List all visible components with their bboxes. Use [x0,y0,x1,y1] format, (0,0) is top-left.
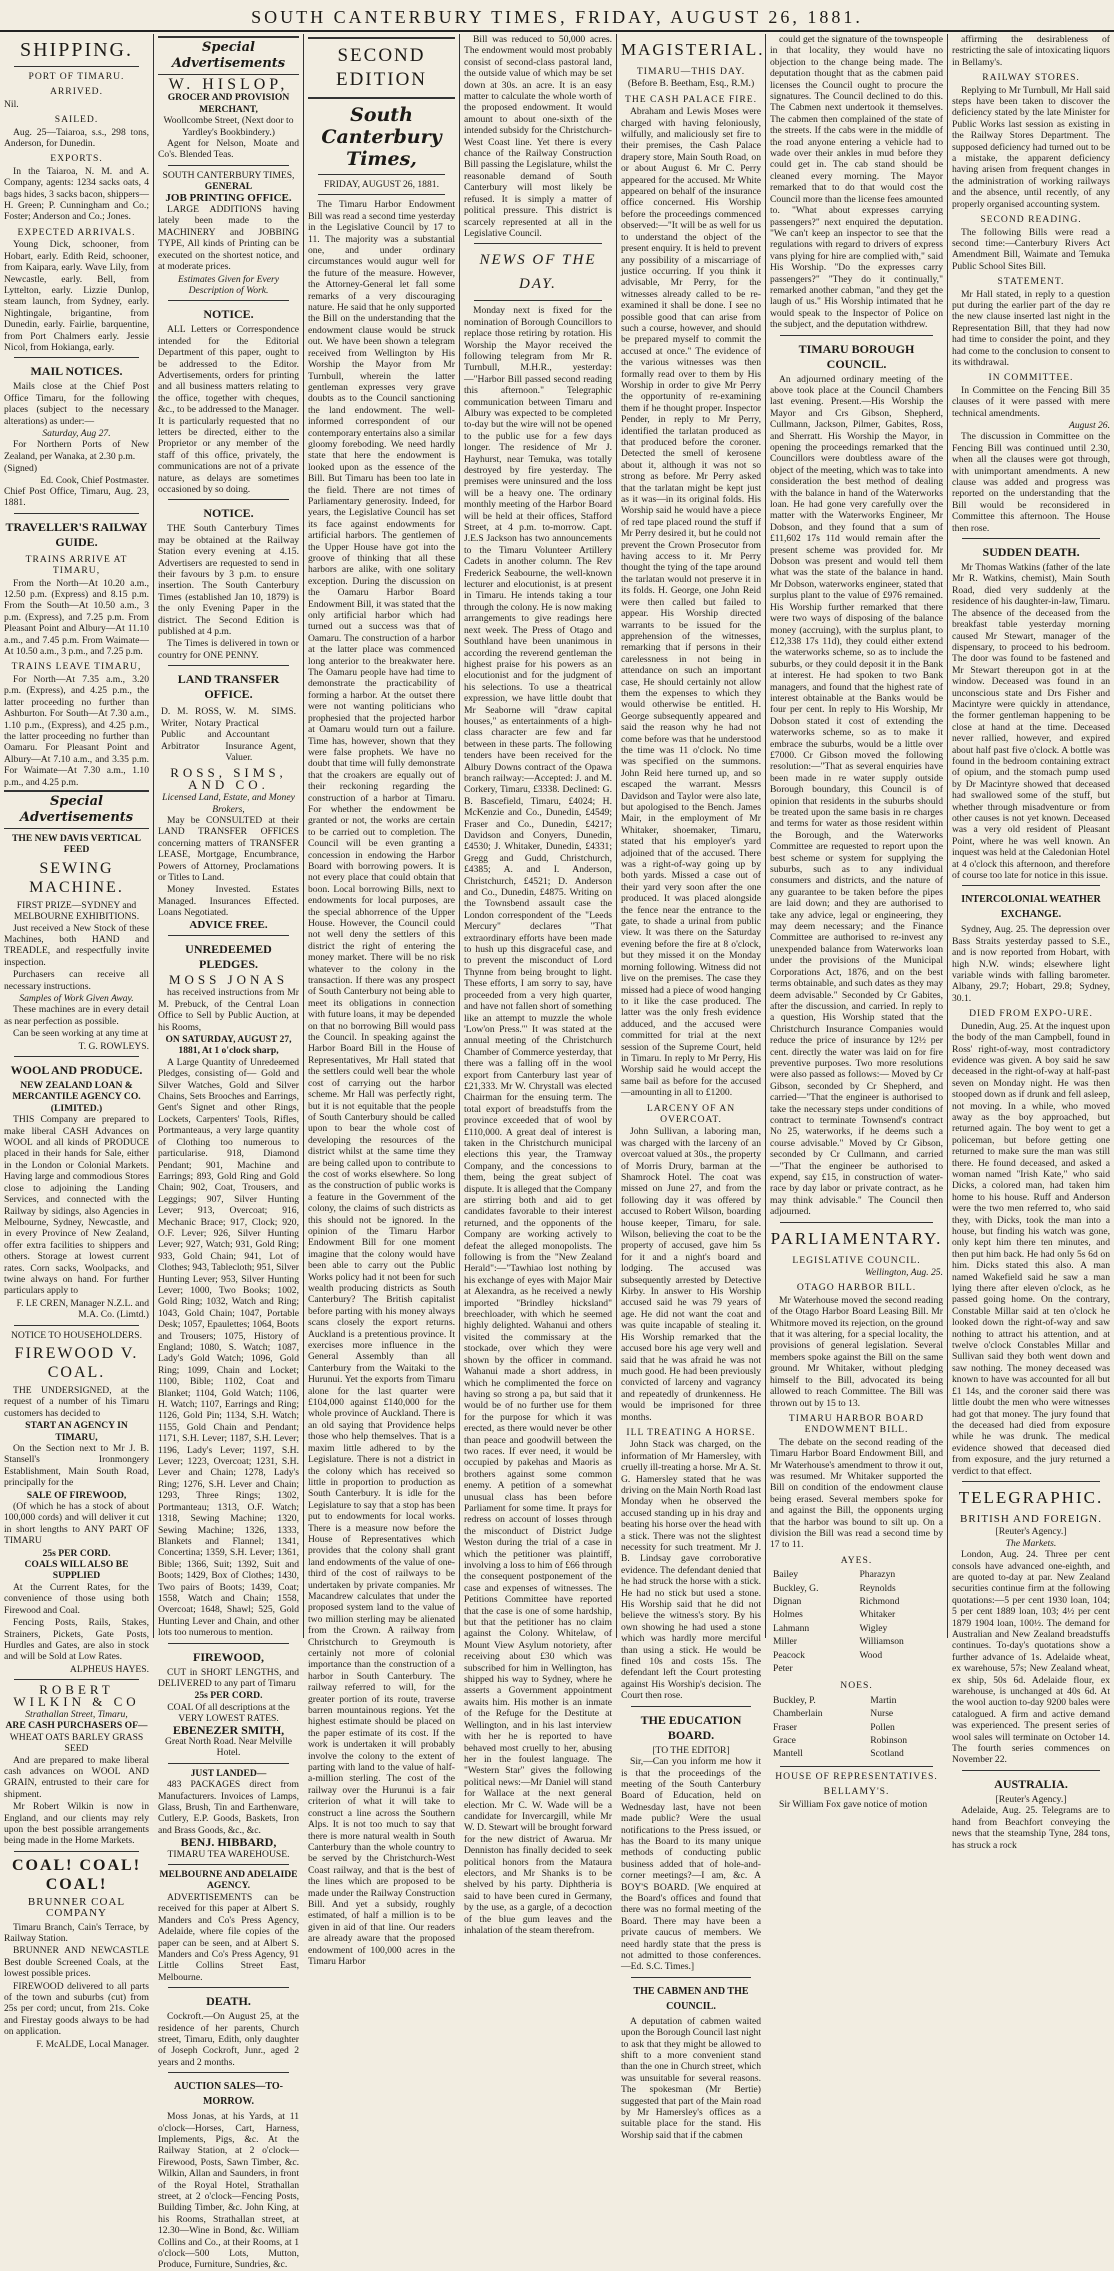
firewood-agency: START AN AGENCY IN TIMARU, [25,1420,128,1443]
melbourne-title: MELBOURNE AND ADELAIDE AGENCY. [159,1869,298,1892]
firewood-title: FIREWOOD, [192,1649,264,1664]
firewood-cut-text: CUT in SHORT LENGTHS, and DELIVERED to any part of Timaru [158,1666,299,1689]
statement-text: Mr Hall stated, in reply to a question put during the earlier part of the day re the new clause inserted last night in the Representation Bill, that they had now had time to consider the point, and they had come to the conclusion to consent to its withdrawal. [952,288,1110,368]
education-board-title: THE EDUCATION BOARD. [640,1712,742,1742]
ayes-heading: AYES. [840,1554,873,1566]
exports-heading: EXPORTS. [50,153,103,165]
mail-title: MAIL NOTICES. [30,364,123,379]
hislop-address: Woollcombe Street, (Next door to Yardley's Bookbindery.) [163,115,294,138]
firewood-text: THE UNDERSIGNED, at the request of a number of his Timaru customers has decided to [4,1384,149,1419]
exports-text: In the Taiaroa, N. M. and A. Company, agents: 1234 sacks oats, 4 bags hides, 3 sacks bacon, shippers—H. Green; P. Cunningham and Co.; Foster; Anderson and Co.; Jones. [4,165,149,223]
mail-line: For Northern Ports of New Zealand, per Wanaka, at 2.30 p.m. [4,439,149,462]
ayes-name: Pharazyn [859,1569,896,1581]
timaru-bill-text: The debate on the second reading of the Timaru Harbor Board Endowment Bill, and Mr Waterhouse's amendment to throw it out, was resumed. Mr Whitaker supported the Bill on condition of the endowment clause being erased. Several members spoke for and against the Bill, the opponents urging that the harbor was bound to silt up. On a division the Bill was read a second time by 17 to 11. [770,1436,943,1551]
otago-bill-text: Mr Waterhouse moved the second reading of the Otago Harbor Board Leasing Bill. Mr Whitmore moved its rejection, on the ground that it was altering, for a special locality, the provisions of general legislation. Several members spoke against the Bill on the same ground. Mr Whitaker, without pledging himself to the Bill, advocated its being allowed to reach Committee. The Bill was thrown out by 15 to 13. [770,1294,943,1409]
to-editor: [TO THE EDITOR] [652,1744,730,1756]
noes-name: Buckley, P. [773,1694,816,1706]
ayes-name: Peacock [773,1649,805,1661]
estimates-text: Estimates Given for Every Description of Work. [178,273,279,296]
reuters-agency: [Reuter's Agency.] [995,1526,1067,1538]
column-3 [303,34,459,1967]
noes-heading: NOES. [840,1680,873,1692]
job-printing-title: JOB PRINTING OFFICE. [165,191,292,204]
ayes-name: Bailey [773,1569,799,1581]
hislop-trade: GROCER AND PROVISION MERCHANT, [167,92,290,115]
australia-title: AUSTRALIA. [994,1776,1068,1791]
ayes-name: Lahmann [773,1622,810,1634]
advice-free: ADVICE FREE. [189,918,268,931]
edition-date: FRIDAY, AUGUST 26, 1881. [324,179,439,190]
ayes-name: Holmes [773,1609,803,1621]
railway-guide-title: TRAVELLER'S RAILWAY GUIDE. [5,519,148,549]
ill-treating-text: John Stack was charged, on the information of Mr Hamersley, with cruelly ill-treating a horse. Mr A. St. G. Hamersley stated that he was driving on the Main North Road last Monday when he observed the accused standing up in his dray and beating his horse over the head with a stick. There was not the slightest necessity for such treatment. Mr J. B. Lindsay gave corroborative evidence. The defendant denied that he had struck the horse with a stick. He had no stick but used a stone. His Worship said that he did not believe the witness's story. By his own showing he had used a stone which was hardly more merciful than using a stick. He would be fined 10s and costs 15s. The defendant left the Court protesting against His Worship's decision. The Court then rose. [621,1439,761,1702]
ayes-name: Miller [773,1636,797,1648]
firewood-coal-text: COAL Of all descriptions at the VERY LOWEST RATES. [167,1701,290,1725]
brunner-text: Timaru Branch, Cain's Terrace, by Railway Station. [4,1921,149,1945]
coal-title: COAL! COAL! COAL! [11,1856,142,1893]
shipping-title: SHIPPING. [19,39,134,61]
pledges-text: has received instructions from Mr M. Prebuck, of the Central Loan Office to Sell by Public Auction, at his Rooms, [158,987,299,1033]
firewood-text-4: At the Current Rates, for the convenience of those using both Firewood and Coal. [4,1581,149,1616]
intercolonial-title: INTERCOLONIAL WEATHER EXCHANGE. [961,894,1101,921]
notice-2-title: NOTICE. [203,506,254,521]
coals-supplied: COALS WILL ALSO BE SUPPLIED [24,1559,129,1582]
leader-article: The Timaru Harbor Endowment Bill was read a second time yesterday in the Legislative Council by 17 to 11. The majority was a substantial one, and under ordinary circumstances would augur well for the future of the measure. However, the Attorney-General let fall some remarks of a very discouraging nature. He said that he only supported the Bill on the understanding that the endowment clause would be struck out. We have been shown a telegram received from Wellington by His Worship the Mayor from Mr Turnbull, wherein the latter gentleman expresses very grave doubts as to the Council sanctioning the land endowment. The well-informed correspondent of our contemporary entertains also a similar gloomy foreboding. We need hardly state that here the endowment is looked upon as the essence of the Bill. But Timaru has been too late in the field. There are not times of Parliamentary generosity. Indeed, for years, the Legislative Council has set its face against endowments for artificial harbors. The gentlemen of the Upper House have got into the groove of thinking that all these harbors are alike, with one solitary exception. During the discussion on the Oamaru Harbor Board Endowment Bill, it was stated that the only artificial harbor which had turned out a success was that of Oamaru. The construction of a harbor at the latter place was commenced long anterior to the breakwater here. The Oamaru people have had time to demonstrate the practicability of forming a harbor. At the outset there were not wanting politicians who prophesied that the projected harbor at Oamaru would turn out a failure. Time has, however, shown that they were false prophets. We have no doubt that time will fully demonstrate that the croakers are equally out of their reckoning regarding the construction of a harbor at Timaru. For whether the endowment be granted or not, the works are certain to be carried out to completion. The Council will be even granting a concession in endowing the Harbor Board with borrowing powers. It is not every place that could obtain that boon. Local borrowing Bills, next to endowments for local purposes, are the special abhorrence of the Upper House. However, the Council could not well deny the settlers of this district the right of entering the money market. There will be no risk whatever to the colony in the transaction. If there was any prospect of South Canterbury not being able to meet its obligations in connection with future loans, it may be depended on that no borrowing Bill would pass the Council. In speaking against the Harbor Board Bill in the House of Representatives, Mr Hall stated that the settlers could well bear the whole cost of carrying out the harbor scheme. Mr Hall was perfectly right, but it is not equitable that the people of South Canterbury should be called upon to bear the whole cost of developing the resources of the district whilst at the same time they are being called upon to contribute to the cost of works elsewhere. So long as the construction of public works is a feature in the Government of the colony, the claims of such districts as this should not be ignored. In the opinion of the Timaru Harbor Endowment Bill for one moment imagine that the colony would have been able to carry out the Public Works policy had it not been for such wealth producing districts as South Canterbury? The British capitalist before parting with his money always scans closely the export returns. Auckland is a pretentious province. It exercises more influence in the General Assembly than all Canterbury from the Waitaki to the Hurunui. Yet the exports from Timaru alone for the last quarter were £104,000 against £140,000 for the whole province of Auckland. There is an old saying that Providence helps those who help themselves. That is a maxim little adhered to by the Legislature. There is not a district in the colony which has received so little in proportion to production as South Canterbury. It is idle for the Legislature to say that a stop has been put to endowments for local works. There is a measure now before the House of Representatives which provides that the colony shall grant land endowments of the value of one-third of the cost of railways to be undertaken by private companies. Mr Macandrew calculates that under the proposed system land to the value of two million sterling may be alienated from the Crown. A railway from Christchurch to Greymouth is certainly not more of colonial importance than the construction of a harbor in South Canterbury. The railway referred to will, for the greater portion of its route, traverse barren mountainous regions. Yet the highest estimate should be placed on the paper estimate of its cost. If the work is undertaken it will probably involve the colony to the extent of parting with land to the value of half-a-million sterling. The cost of the railway over the Hurunui is a fair criterion of what it will take to construct a line across the Southern Alps. It is not too much to say that there is more natural wealth in South Canterbury than the whole country to be served by the Christchurch-West Coast railway, and that is the best of the lines which are proposed to be made under the Railway Construction Bill. And yet a subsidy, roughly estimated, of half a million is to be given in aid of that line. Our readers are already aware that the proposed endowment of 100,000 acres in the Timaru Harbor [308,199,455,1967]
column-7 [947,34,1114,1851]
hibbard-sub: TIMARU TEA WAREHOUSE. [167,1848,290,1860]
legislative-council-heading: LEGISLATIVE COUNCIL. [792,1254,921,1266]
sale-of-firewood: SALE OF FIREWOOD, [26,1489,127,1501]
land-ross: D. M. ROSS, Writer, Notary Public and Arbitrator [161,706,222,752]
firewood-text-5: Fencing Posts, Rails, Stakes, Strainers, Pickets, Gate Posts, Hurdles and Gates, are also in stock and will be Sold at Low Rates. [4,1617,149,1663]
firewood-text-2: On the Section next to Mr J. B. Stansell's Ironmongery Establishment, Main South Road, principally for the [4,1443,149,1489]
mail-signed [4,463,149,474]
hislop-text: Agent for Nelson, Moate and Co's. Blended Teas. [158,138,299,161]
bellamys-text: Sir William Fox gave notice of motion [779,1798,928,1810]
ebenezer-address: Great North Road. Near Melville Hotel. [164,1736,293,1759]
brunner-text-3: FIREWOOD delivered to all parts of the town and suburbs (cut) from 25s per cord; uncut, from 21s. Coke and Firestay goods always to be had on application. [4,1980,149,2038]
times-office: SOUTH CANTERBURY TIMES, [162,169,295,181]
noes-name: Fraser [773,1721,797,1733]
timaru-bill-heading: TIMARU HARBOR BOARD ENDOWMENT BILL. [788,1412,925,1436]
hibbard-title: BENJ. HIBBARD, [180,1835,277,1850]
auction-text: Moss Jonas, at his Yards, at 11 o'clock—Horses, Cart, Harness, Implements, Pigs, &c. At the Railway Station, at 2 o'clock—Firewood, Posts, Sawn Timber, &c. Wilkin, Allan and Saunders, in front of the Royal Hotel, Strathallan street, at 2 o'clock—Fencing Posts, Building Timber, &c. John King, at his Rooms, Strathallan street, at 12.30—Wine in Bond, &c. William Collins and Co., at their Rooms, at 1 o'clock—500 Lots, Mutton, Produce, Furniture, Sundries, &c. [158,2111,299,2271]
trains-leave-text: For North—At 7.35 a.m., 3.20 p.m. (Express), and 4.25 p.m., the latter proceeding no further than Ashburton. For South—At 7.30 a.m., 1.10 p.m., (Express), and 4.25 p.m., the latter proceeding no further than Oamaru. For Pleasant Point and Albury—At 7.10 a.m., and 3.35 p.m. For Waimate—At 7.30 a.m., 1.10 p.m., and 4.25 p.m. [4,673,149,788]
ayes-name: Wood [859,1649,883,1661]
just-landed: JUST LANDED— [190,1767,267,1779]
noes-table [770,1693,943,1762]
melbourne-text: ADVERTISEMENTS can be received for this paper at Albert S. Manders and Co's Press Agency, Adelaide, where file copies of the paper can be seen, and at Albert S. Manders and Co's Press Agency, 91 Little Collins Street East, Melbourne. [158,1891,299,1983]
died-exposure-heading: DIED FROM EXPO-URE. [969,1008,1093,1020]
firewood-coal-heading: FIREWOOD V. COAL. [14,1344,139,1381]
nzloan-signature: F. LE CREN, Manager N.Z.L. and M.A. Co. (Limtd.) [16,1297,149,1321]
railway-stores-heading: RAILWAY STORES. [982,72,1080,84]
telegraphic-title: TELEGRAPHIC. [958,1487,1104,1507]
land-partners [158,704,299,765]
parliamentary-title: PARLIAMENTARY. [770,1228,943,1248]
ayes-name: Whitaker [859,1609,896,1621]
british-foreign-heading: BRITISH AND FOREIGN. [960,1512,1102,1525]
second-reading-heading: SECOND READING. [980,214,1082,226]
land-text: May be CONSULTED at their LAND TRANSFER OFFICES concerning matters of TRANSFER LEASE, Mortgage, Encumbrance, Powers of Attorney, Proclamations or Titles to Land. [158,814,299,883]
cabmen-title: THE CABMEN AND THE COUNCIL. [633,1985,749,2012]
special-ads-heading: Special Advertisements [19,793,134,825]
statement-heading: STATEMENT. [997,276,1065,288]
trains-leave-heading: TRAINS LEAVE TIMARU, [11,661,142,673]
cash-palace-heading: THE CASH PALACE FIRE. [624,93,758,105]
davis-text-3: These machines are in every detail as near perfection as possible. [4,1004,149,1027]
magisterial-sub: TIMARU—THIS DAY. [636,66,746,77]
reuters-agency-2: [Reuter's Agency.] [995,1793,1067,1805]
arrived-text: Nil. [4,98,19,110]
notice-title: NOTICE. [203,307,254,322]
noes-name: Grace [773,1735,796,1747]
noes-name: Nurse [870,1708,894,1720]
death-title: DEATH. [206,1994,251,2009]
wilkin-title: ROBERT WILKIN & CO [13,1682,140,1709]
pledges-text-2: A Large Quantity of Unredeemed Pledges, consisting of— Gold and Silver Watches, Gold and Silver Chains, Sets Brooches and Earrings, Gent's Signet and other Rings, Lockets, Carpenters' Tools, Rifles, Portmanteaus, a very large quantity of Clothing too numerous to particularise. 918, Diamond Pendant; 901, Machine and Earrings; 893, Gold Ring and Gold Chain; 902, Coat, Trousers, and Leggings; 907, Silver Hunting Lever; 913, Overcoat; 916, Mechanic Brace; 917, Clock; 920, O.F. Lever; 926, Silver Hunting Lever; 927, Watch; 931, Gold Ring; 933, Gold Chain; 941, Lot of Clothes; 943, Tablecloth; 951, Silver Hunting Lever; 953, Silver Hunting Lever; 1000, Two Books; 1002, Gold Ring; 1032, Watch and Ring; 1043, Gold Chain; 1047, Portable Desk; 1057, Epaulettes; 1064, Boots and Trousers; 1075, History of England; 1080, S. Watch; 1087, Lady's Gold Watch; 1096, Gold Ring; 1099, Chain and Locket; 1100, Bible; 1102, Coat and Blanket; 1104, Gold Watch; 1106, H. Watch; 1107, Earrings and Ring; 1126, Gold Pin; 1134, S.H. Watch; 1155, Gold Chain and Pendant; 1171, S.H. Lever; 1187, S.H. Lever; 1196, Lady's Lever; 1197, S.H. Lever; 1223, Overcoat; 1231, S.H. Lever and Chain; 1278, Lady's Ring; 1276, S.H. Lever and Chain; 1293, Three Rings; 1302, Portmanteau; 1313, O.F. Watch; 1318, Sewing Machine; 1320, Sewing Machine; 1326, 1333, Blankets and Flannel; 1341, Concertina; 1359, S.H. Lever; 1361, Bible; 1366, Suit; 1392, Suit and Boots; 1429, Box of Clothes; 1430, Two pairs of Boots; 1439, Coat; 1558, Watch and Chain; 1558, Overcoat; 1648, Shawl; 525, Gold Hunting Lever and Chain, and other lots too numerous to mention. [158,1056,299,1639]
sudden-death-text: Mr Thomas Watkins (father of the late Mr R. Watkins, chemist), Main South Road, died very suddenly at the residence of his daughter-in-law, Timaru. The absence of the deceased from the breakfast table yesterday morning caused Mr Stewart, manager of the dispensary, to proceed to his bedroom. The door was found to be fastened and Mr Stewart thereupon got in at the window. Deceased was found in an unconscious state and Drs Fisher and Macintyre were quickly in attendance, the former gentleman happening to be close at hand at the time. Deceased never rallied, however, and expired about half past five o'clock. A bottle was found in the bedroom containing extract of opium, and the stomach pump used by Dr Macintyre showed that deceased had swallowed some of the stuff, but whether through misadventure or from other causes is not yet known. Deceased was a very old resident of Pleasant Point, where he was well known. An inquest was held at the Caledonian Hotel at 4 o'clock this afternoon, and therefore of course too late for notice in this issue. [952,562,1110,882]
in-committee-text: In Committee on the Fencing Bill 35 clauses of it were passed with mere technical amendments. [952,384,1110,419]
house-title: HOUSE OF REPRESENTATIVES. [775,1770,938,1782]
railway-stores-text: Replying to Mr Turnbull, Mr Hall said steps have been taken to discover the deficiency stated by the late Minister for Public Works last session as existing in the Railway Stores Department. The supposed deficiency had turned out to be a mistake, the apparent deficiency having arisen from frequent changes in the administration of working railways and the absence, until recently, of any properly organised accounting system. [952,84,1110,210]
land-text-2: Money Invested. Estates Managed. Insurances Effected. Loans Negotiated. [158,884,299,919]
larceny-text: John Sullivan, a laboring man, was charged with the larceny of an overcoat valued at 30s., the property of Morris Drury, barman at the Shamrock Hotel. The coat was missed on June 27, and from the following day it was offered by accused to Robert Wilson, boarding house keeper, Timaru, for sale. Wilson, believing the coat to be the property of accused, gave him 5s for it and a night's board and lodging. The accused was subsequently arrested by Detective Kirby. In answer to His Worship accused said he was 79 years of age. He did not want the coat and was quite incapable of stealing it. His Worship remarked that the accused bore his age very well and said that he was afraid he was not much good. He had been previously convicted of larceny and vagrancy and repeatedly of drunkenness. He would be imprisoned for three months. [621,1126,761,1423]
paper-name: South Canterbury Times, [321,104,442,170]
death-text: Cockroft.—On August 25, at the residence of her parents, Church street, Timaru, Edith, only daughter of Joseph Cockroft, Junr., aged 2 years and 2 months. [158,2011,299,2068]
ayes-name: Dignan [773,1596,802,1607]
wilkin-text-2: Mr Robert Wilkin is now in England, and our clients may rely upon the best possible arrangements being made in the Home Markets. [4,1801,149,1847]
ayes-name: Reynolds [859,1582,896,1594]
pledges-date: ON SATURDAY, AUGUST 27, 1881, At 1 o'clock sharp, [165,1034,292,1057]
markets-heading: The Markets. [1005,1537,1057,1549]
auction-title: AUCTION SALES—TO-MORROW. [173,2081,283,2108]
ayes-name: Peter [773,1663,793,1675]
nzloan-title: NEW ZEALAND LOAN & MERCANTILE AGENCY CO. (LIMITED.) [12,1080,141,1114]
australia-text: Adelaide, Aug. 25. Telegrams are to hand from Beachfort conveying the news that the steamship Tyne, 284 tons, has struck a rock [952,1805,1110,1851]
bellamys-text-continued: affirming the desirableness of restricting the sale of intoxicating liquors in Bellamy's. [952,34,1110,68]
ayes-name: Wigley [859,1622,888,1634]
otago-bill-heading: OTAGO HARBOR BILL. [796,1282,917,1294]
magisterial-title: MAGISTERIAL. [621,40,765,59]
noes-name: Mantell [773,1748,803,1760]
land-transfer-title: LAND TRANSFER OFFICE. [177,672,280,702]
second-edition-title: SECOND EDITION [335,45,428,90]
hibbard-text: 483 PACKAGES direct from Manufacturers. Invoices of Lamps, Glass, Brush, Tin and Earthenware, Cutlery, E.P. Goods, Baskets, Iron and Brass Goods, &c., &c. [158,1779,299,1836]
education-board-text: Sir,—Can you inform me how it is that the proceedings of the meeting of the South Canterbury Board of Education, held on Wednesday last, have not been made public? Were the usual notifications to the Press issued, or has the Board to its many unique methods of conducting public business added that of hole-and-corner meetings?—I am, &c. A BOY'S BOARD. [We enquired at the Board's offices and found that there was no formal meeting of the Board. There may have been a private caucus of members. We need hardly state that the press is not admitted to those conferences.—Ed. S.C. Times.] [621,1756,761,1973]
column-5 [616,34,765,2141]
trains-arrive-text: From the North—At 10.20 a.m., 12.50 p.m. (Express) and 8.15 p.m. From the South—At 10.50 a.m., 3 p.m. (Express), and 7.25 p.m. From Pleasant Point and Albury—At 11.10 a.m., and 7.45 p.m. From Waimate—At 10.50 a.m., 3 p.m., and 7.25 p.m. [4,577,149,658]
trains-arrive-heading: TRAINS ARRIVE AT TIMARU, [25,553,128,577]
borough-council-text: An adjourned ordinary meeting of the above took place at the Council Chambers last evening. Present.—His Worship the Mayor and Crs Gibson, Shepherd, Cullmann, Jackson, Pilmer, Gabites, Ross, and Sherratt. His Worship the Mayor, in opening the proceedings remarked that the Councillors were doubtless aware of the object of the meeting, which was to take into consideration the best method of dealing with the balance in hand of the Waterworks loan. He had gone very carefully over the matter with the Waterworks Engineer, Mr Dobson, and they found that a sum of £11,602 17s 11d would remain after the present scheme was provided for. Mr Dobson was present and would tell them what was the state of the balance in hand. Mr Dobson, waterworks engineer, stated that surplus plant to the value of £976 remained. His Worship further remarked that there were two ways of disposing of the balance money (accruing), with the surplus plant, to £12,338 17s 11d), they could either extend the waterworks scheme, so as to include the suburbs, or they could deposit it in the Bank at interest. He had spoken to two Bank managers, and found that the highest rate of interest obtainable at the Banks would be four per cent. In reply to His Worship, Mr Dobson stated it cost of extending the waterworks scheme, so as to make it embrace the suburbs, would be a little over £7000. Cr Gibson moved the following resolution:—"That as several enquiries have been made in re water supply outside Borough boundary, this Council is of opinion that residents in the suburbs should be treated upon the same basis in re charges and terms for water as those resident within the Borough, and the Waterworks Committee are requested to report upon the best scheme or system for supplying the suburbs, such as to any individual consumers and districts, and the nature of any guarantee to be taken before the pipes are laid down; and they are authorised to take any advice, legal or engineering, they may deem necessary; and the Finance Committee are authorised to re-invest any unexpended balance from Waterworks loan under the provisions of the Municipal Corporations Act, 1876, and on the best terms obtainable, and such dates as they may deem advisable." Seconded by Cr Gabites, after the discussion, and carried. In reply to a question, His Worship stated that the Christchurch Insurance Companies would reduce the price of insurance by 12½ per cent. directly the water was laid on for fire preventive purposes. Two more resolutions were also passed as follows:— Moved by Cr Gibson, seconded by Cr Shepherd, and carried—"That the engineer is authorised to take the necessary steps under conditions of contract to terminate Townsend's contract No 25, waterworks, if he deems such a course advisable." Moved by Cr Gibson, seconded by Cr Cullmann, and carried—"That the engineer be authorised to expend, say £15, in construction of water-race by day labor or private contract, as he may think advisable." The Council then adjourned. [770,373,943,1218]
aug-26-date: August 26. [1068,420,1110,431]
notice-2-price: The Times is delivered in town or country for ONE PENNY. [158,638,299,661]
davis-signature: T. G. ROWLEYS. [78,1040,149,1052]
general-label: GENERAL [204,181,253,193]
moss-jonas: MOSS JONAS [168,972,289,987]
cabmen-text-continued: could get the signature of the townspeople in that locality, they would have no objection to the change being made. The deputation thought that as the cabmen paid licenses the Council ought to procure the signatures. The Council declined to do this. The Cabmen next undertook it themselves. The cabmen then complained of the state of the streets. If the cabs were in the middle of the road anyone entering a vehicle had to wade over their ankles in mud before they could get in. The cab stand should be cleaned every morning. The Mayor remarked that to do that would cost the Council more than the license fees amounted to. "What about expresses carrying passengers?" next enquired the deputation. "We can't keep an inspector to see that the regulations with regard to drivers of express vans plying for hire are complied with," said His Worship. "Do the expresses carry passengers?" "They do it continually," remarked another cabman, "and they get the laugh of us." His Worship intimated that he would speak to the Inspector of Police on the subject, and the deputation withdrew. [770,34,943,331]
magisterial-before: (Before B. Beetham, Esq., R.M.) [627,78,755,90]
brunner-text-2: BRUNNER AND NEWCASTLE Best double Screened Coals, at the lowest possible prices. [4,1945,149,1980]
wool-produce-title: WOOL AND PRODUCE. [10,1063,143,1078]
wilkin-text: And are prepared to make liberal cash advances on WOOL AND GRAIN, entrusted to their care for shipment. [4,1754,149,1800]
householders-notice: NOTICE TO HOUSEHOLDERS. [10,1329,143,1341]
noes-name: Scotland [870,1748,904,1760]
legislative-date: Wellington, Aug. 25. [864,1267,943,1279]
davis-text-4: Can be seen working at any time at [13,1028,149,1040]
expected-heading: EXPECTED ARRIVALS. [17,226,136,238]
wilkin-items: WHEAT OATS BARLEY GRASS SEED [9,1731,144,1755]
hislop-title: W. HISLOP, [168,76,289,93]
news-of-the-day-text: Monday next is fixed for the nomination of Borough Councillors to replace those retiring by rotation. His Worship the Mayor received the following telegram from Mr R. Turnbull, M.H.R., yesterday:—"Harbor Bill passed second reading this afternoon." Telegraphic communication between Timaru and Albury was expected to be completed to-day but the wire will not be opened to the public use for a few days longer. The residence of Mr J. Hayhurst, near Temuka, was totally destroyed by fire yesterday. The premises were uninsured and the loss will be a heavy one. The ordinary monthly meeting of the Harbor Board will be held at their offices, Stafford Street, at 4 p.m. to-morrow. Capt. J.E.S Jackson has two announcements to the Timaru Volunteer Artillery Cadets in another column. The Rev Frederick Seabourne, the well-known lecturer and elocutionist, is at present in Timaru. He intends taking a tour through the colony. He is now making arrangements to give readings here next week. The Press of Otago and Southland have been unanimous in according the reverend gentleman the highest praise for his powers as an elocutionist and for the judgment of his selections. To use a theatrical expression, we have little doubt that Mr Seaborne will "draw capital houses," as entertainments of a high-class character are few and far between in these parts. The following tenders have been received for the Albury Downs contract of the Opawa branch railway:—Accepted: J. and M. Corkery, Timaru, £3338. Declined: G. B. Bascefield, Timaru, £4024; H. McKenzie and Co., Dunedin, £4549; Fraser and Co., Dunedin, £4217; Davidson and Conyers, Dunedin, £4530; J. Whitaker, Dunedin, £4331; Gregg and Gudd, Christchurch, £4385; A. and I. Anderson, Christchurch, £4521; D. Anderson and Co., Dunedin, £4875. Writing on the Townsbend assault case the London correspondent of the "Leeds Mercury" declares "That extraordinary efforts have been made to hush up this disgraceful case, and to prevent the misconduct of Lord Thynne from being brought to light. These efforts, I am sorry to say, have proceeded from a very high quarter, and have not fallen short of something like an attempt to muzzle the whole 'Low'on Press.'" It was stated at the annual meeting of the Christchurch Chamber of Commerce yesterday, that there was a falling off in the wool export from Canterbury last year of £21,333. Mr W. Chrystall was elected Chairman for the ensuing term. The total export of breadstuffs from the province exceeded that of wool by £110,000. A great deal of interest is taken in the Christchurch municipal elections this year, the Tramway Company, and the concessions to them, being the great subject of dispute. It is alleged that the Company are stirring both and aid to get candidates favorable to their interest returned, and the opponents of the Company are working actively to defeat the alleged monopolists. The following is from the "New Zealand Herald":—"Tawhiao lost nothing by his exchange of eyes with Major Mair at Alexandra, as he received a newly imported "Brindley hicksland" breechloader, with which he seemed highly delighted. Wahanui and others visited the commissary at the stockade, over which they were shown by the officer in command. Wahanui made a short address, in which he complimented the force on having so strong a pa, but said that it would be of no further use for them for the purpose for which it was erected, as there would never be other than peace and goodwill between the two races. If ever need, it would be occupied by pakehas and Maoris as brothers against some common enemy. A petition of a somewhat unusual class has been before Parliament for some time. It prays for redress on account of losses through the misconduct of District Judge Weston during the trial of a case in which the petitioner was plaintiff, involving a loss to him of £66 through the consequent postponement of the case and expenses of witnesses. The Petitions Committee have reported that the case is one of some hardship, but that the petitioner has no claim against the Colony. Whitelaw, of Mount View Asylum notoriety, after receiving about £30 which was subscribed for him in Wellington, has shipped his way to Sydney, where he asserts a Government appointment awaits him. His mother is an inmate of the Refuge for the Destitute at Wellington, and in his last interview with her he is reported to have behaved most cruelly to her, abusing her in the foulest language. The "Western Star" gives the following political news:—Mr Daniel will stand for Wallace at the next general election. Mr C. W. Wade will be a candidate for Invercargill, while Mr W. D. Stewart will be brought forward for the new district of Awarua. Mr Denniston has finally decided to seek political honors from the Mataura electors, and Mr Shanks is to be shelved by his party. Diphtheria is said to have been cured in Germany, by the use, as a gargle, of a decoction of the blue gum leaves and the inhalation of the steam therefrom. [464,305,612,1936]
ayes-name: Buckley, G. [773,1582,819,1594]
intercolonial-text: Sydney, Aug. 25. The depression over Bass Straits yesterday passed to S.E., and is now reported from Hobart, with high N.W. winds; elsewhere light variable winds with falling barometer. Albany, 29.7; Hobart, 29.8; Sydney, 30.1. [952,924,1110,1004]
committee-text-2: The discussion in Committee on the Fencing Bill was continued until 2.30, when all the clauses were got through, with unimportant amendments. A new clause was added and progress was reported on the understanding that the Bill would be reconsidered in Committee this afternoon. The House then rose. [952,431,1110,534]
ayes-name: Williamson [859,1636,904,1648]
news-of-the-day-title: NEWS OF THE DAY. [479,252,597,293]
land-sims: W. M. SIMS. Practical Accountant Insurance Agent, Valuer. [225,706,296,763]
arrived-heading: ARRIVED. [49,86,104,98]
firewood-signature: ALPHEUS HAYES. [69,1663,149,1675]
davis-prize: FIRST PRIZE—SYDNEY and MELBOURNE EXHIBITIONS. [13,899,140,923]
bellamys-heading: BELLAMY'S. [823,1786,890,1798]
wilkin-cash: ARE CASH PURCHASERS OF— [5,1720,148,1732]
noes-name: Pollen [870,1721,895,1733]
mail-date: Saturday, Aug 27. [42,427,111,439]
sudden-death-title: SUDDEN DEATH. [982,545,1080,560]
davis-text-2: Purchasers can receive all necessary instructions. [4,969,149,992]
expected-text: Young Dick, schooner, from Hobart, early. Edith Reid, schooner, from Kaipara, early. Wave Lily, from Newcastle, early. Bell, from Lyttelton, early. Lizzie Dunlop, steam launch, from Sydney, early. Nightingale, brigantine, from Dunedin, early. Fairlie, barquentine, from Port Chalmers early. Jessie Nicol, from Hokianga, early. [4,239,149,353]
page-columns [0,34,1114,2271]
second-reading-text: The following Bills were read a second time:—Canterbury Rivers Act Amendment Bill, Waimate and Temuka Public School Sites Bill. [952,226,1110,272]
signed-label: (Signed) [4,463,38,475]
sewing-machine-heading: SEWING MACHINE. [29,859,124,896]
noes-name: Robinson [870,1735,908,1747]
mail-signed-place: Chief Post Office, Timaru, Aug. 23, 1881. [4,486,149,509]
borough-council-title: TIMARU BOROUGH COUNCIL. [798,341,915,371]
sailed-text: Aug. 25—Taiaroa, s.s., 298 tons, Anderson, for Dunedin. [4,126,149,150]
firewood-text-3: (Of which he has a stock of about 100,000 cords) and will deliver it cut in short lengths to ANY PART OF TIMARU [4,1501,149,1547]
port-heading: PORT OF TIMARU. [28,71,125,82]
larceny-heading: LARCENY OF AN OVERCOAT. [646,1102,736,1125]
column-4 [459,34,616,1936]
wilkin-address: Strathallan Street, Timaru, [25,1708,128,1720]
noes-name: Chamberlain [773,1708,823,1720]
brunner-signature: F. McALDE, Local Manager. [36,2038,149,2050]
notice-2-text: THE South Canterbury Times may be obtained at the Railway Station every evening at 4.15. Advertisers are requested to send in their favours by 3 p.m. to ensure insertion. The South Canterbury Times (established Jan 10, 1879) is the only Evening Paper in the district. The Second Edition is published at 4 p.m. [158,523,299,638]
ayes-table [770,1567,943,1676]
ill-treating-heading: ILL TREATING A HORSE. [626,1426,756,1438]
special-ads-heading-2: Special Advertisements [171,40,286,71]
mail-text: Mails close at the Chief Post Office Timaru, for the following places (subject to the necessary alterations) as under:— [4,381,149,427]
noes-name: Martin [870,1694,897,1706]
land-firm: ROSS, SIMS, AND CO. [170,765,287,792]
ebenezer-smith: EBENEZER SMITH, [172,1722,285,1737]
mail-signed-name: Ed. Cook, Chief Postmaster. [40,474,149,486]
masthead-rule [0,30,1114,32]
nzloan-text: THIS Company are prepared to make liberal CASH Advances on WOOL and all kinds of PRODUCE placed in their hands for Sale, either in the London or Colonial Markets. Having large and commodious Stores close to adjoining the Landing Services, and connected with the Railway by sidings, also Agencies in Melbourne, Sydney, Newcastle, and in every Province of New Zealand, offer extra facilities to shippers and others. Storage at lowest current rates. Corn sacks, Woolpacks, and twine always on hand. For further particulars apply to [4,1114,149,1297]
davis-samples: Samples of Work Given Away. [19,993,134,1004]
land-sub: Licensed Land, Estate, and Money Brokers, [162,792,295,815]
cabmen-text: A deputation of cabmen waited upon the Borough Council last night to ask that they might be allowed to shift to a more convenient stand than the one in Church street, which was unsuitable for several reasons. The spokesman (Mr Bertie) suggested that part of the Main road by Mr Hamersley's offices as a suitable place for the stand. His Worship said that if the cabmen [621,2015,761,2141]
firewood-price: 25s PER CORD. [42,1547,111,1559]
ayes-name: Richmond [859,1596,900,1607]
died-exposure-text: Dunedin, Aug. 25. At the inquest upon the body of the man Campbell, found in Ross' right-of-way, most contradictory evidence was given. A boy said he saw deceased in the right-of-way at half-past seven on Monday night. He was then stooped down as if drunk and fell asleep, not moving. In a while, who moved away as the boy approached, but returned again. The boy went to get a policeman, but before getting one returned to make sure the man was still there. He found deceased, and asked a woman named "Irish Kate," who said Dicks, a colored man, had taken him home to his house. Ruff and Anderson were the two men referred to, who said they, with Dicks, took the man into a house, but finding his watch was gone, only kept him there ten minutes, and then put him back. He had only 5s 6d on him. Dicks stated this also. A man named Wakefield said he saw a man lying there after eleven o'clock, as he passed going home. On the contrary, Constable Millar said at ten o'clock he looked down the right-of-way and saw nothing to attract his attention, and at twelve o'clock Constables Millar and Sullivan said they both went down and saw nothing. The money deceased was known to have was accounted for all but £1 14s, and the coroner said there was little doubt the men who were witnesses had got that money. The jury found that the deceased had died from exposure while he was drunk. The medical evidence showed that deceased died from exposure, and the jury returned a verdict to that effect. [952,1020,1110,1477]
job-text: LARGE ADDITIONS having lately been made to the MACHINERY and JOBBING TYPE, All kinds of Printing can be executed on the shortest notice, and at moderate prices. [158,204,299,273]
sailed-heading: SAILED. [54,114,99,126]
column-1 [0,34,153,2050]
masthead: SOUTH CANTERBURY TIMES, FRIDAY, AUGUST 26, 1881. [251,7,863,27]
davis-title: THE NEW DAVIS VERTICAL FEED [12,832,141,856]
brunner-title: BRUNNER COAL COMPANY [27,1895,126,1920]
markets-text: London, Aug. 24. Three per cent consols have advanced one-eighth, and are quoted to-day at par. New Zealand securities continue firm at the following quotations:—5 per cent 1930 loan, 104; 5 per cent 1889 loan, 103; 4½ per cent 1879 1904 loan, 100½. The demand for Australian and New Zealand breadstuffs continues. To-day's quotations show a further advance of 1s. Adelaide wheat, ex warehouse, 57s; New Zealand wheat, ex ship, 50s 6d. Adelaide flour, ex warehouse, is unchanged at 40s 6d. At the wool auction to-day 9200 bales were catalogued. A firm and active demand was experienced. The present series of wool sales will terminate on October 14. The fourth series commences on November 22. [952,1549,1110,1766]
pledges-title: UNREDEEMED PLEDGES. [185,942,272,971]
leader-article-continued: Bill was reduced to 50,000 acres. The endowment would most probably consist of second-class pastoral land, the outside value of which may be set down at 30s. an acre. It is an easy matter to calculate the whole worth of the proposed endowment. It would amount to about one-sixth of the intended subsidy for the Christchurch-West Coast line. Yet there is every chance of the Railway Construction Bill passing the Legislature, whilst the reasonable demand of South Canterbury will most likely be refused. It is simply a matter of political pressure. This district is scarcely represented at all in the Legislative Council. [464,34,612,239]
column-6 [765,34,947,1810]
column-2 [153,34,303,2271]
davis-text: Just received a New Stock of these Machines, both HAND and TREADLE, and respectfully invite inspection. [4,922,149,968]
in-committee-heading: IN COMMITTEE. [988,372,1074,384]
cash-palace-text: Abraham and Lewis Moses were charged with having feloniously, wilfully, and maliciously set fire to their premises, the Cash Palace drapery store, Main South Road, on or about August 6. Mr C. Perry appeared for the accused. Mr White appeared on behalf of the insurance office concerned. His Worship before the proceedings commenced observed:—"It will be as well for us to understand the object of the present enquiry. It is held to prevent any possibility of a miscarriage of justice occurring. If you think it advisable, Mr Perry, for the witnesses already called to be re-examined it shall be done. I see no possible good that can arise from such a course, however, and should be prepared myself to commit the accused at once." The evidence of the various witnesses was then formally read over to them by His Worship in order to give Mr Perry the opportunity of re-examining them if he thought proper. Inspector Pender, in reply to Mr Perry, identified the tarlatan produced as that produced before the coroner. Detected the smell of kerosene about it, although it was not so strong as before. Mr Perry asked that the tarlatan might be kept just as it was—in its original folds. His Worship said he would have a piece of red tape placed round the stuff if Mr Perry desired it, but he could not prevent the Crown Prosecutor from having access to it. Mr Perry thought the tying of the tape around the tarlatan would not preserve it in its folds. H. George, one John Reid were then called but failed to appear. His Worship directed warrants to be issued for the apprehension of the witnesses, remarking that if persons in their carelessness in not being in attendance on such an important case, He should certainly not allow them the expenses to which they would otherwise be entitled. H. George subsequently appeared and said the reason why he had not come before was that he understood the time was 11 o'clock. No time was specified on the summons. John Reid here turned up, and so escaped the warrant. Messrs Davidson and Taylor were also late, but apologised to the Bench. James Mair, in the employment of Mr Whitaker, shoemaker, Timaru, stated that his employer's yard adjoined that of the accused. There was a right-of-way going up by both yards. Missed a case out of their yard very soon after the one produced. It was placed alongside the fence near the entrance to the gate, to shade a urinal from public view. It was there on the Saturday evening before the fire at 8 o'clock, but they missed it on the Monday morning following. Witness did not live on the premises. The case they missed had a piece of wood hanging to it like the case produced. The latter was the only fresh evidence adduced, and the accused were committed for trial at the next session of the Supreme Court, held in Timaru. In reply to Mr Perry, His Worship said he would accept the same bail as before for the accused—amounting in all to £1200. [621,106,761,1099]
firewood-cut-price: 25s PER CORD. [194,1690,263,1702]
notice-text: ALL Letters or Correspondence intended for the Editorial Department of this paper, ought to be addressed to the Editor. Advertisements, orders for printing and all business matters relating to the office, together with cheques, &c., to be addressed to the Manager. It is particularly requested that no letters be directed, either to the Proprietor or any member of the staff of this office, privately, the communications are not of a private nature, as delays are sometimes occasioned by so doing. [158,324,299,495]
